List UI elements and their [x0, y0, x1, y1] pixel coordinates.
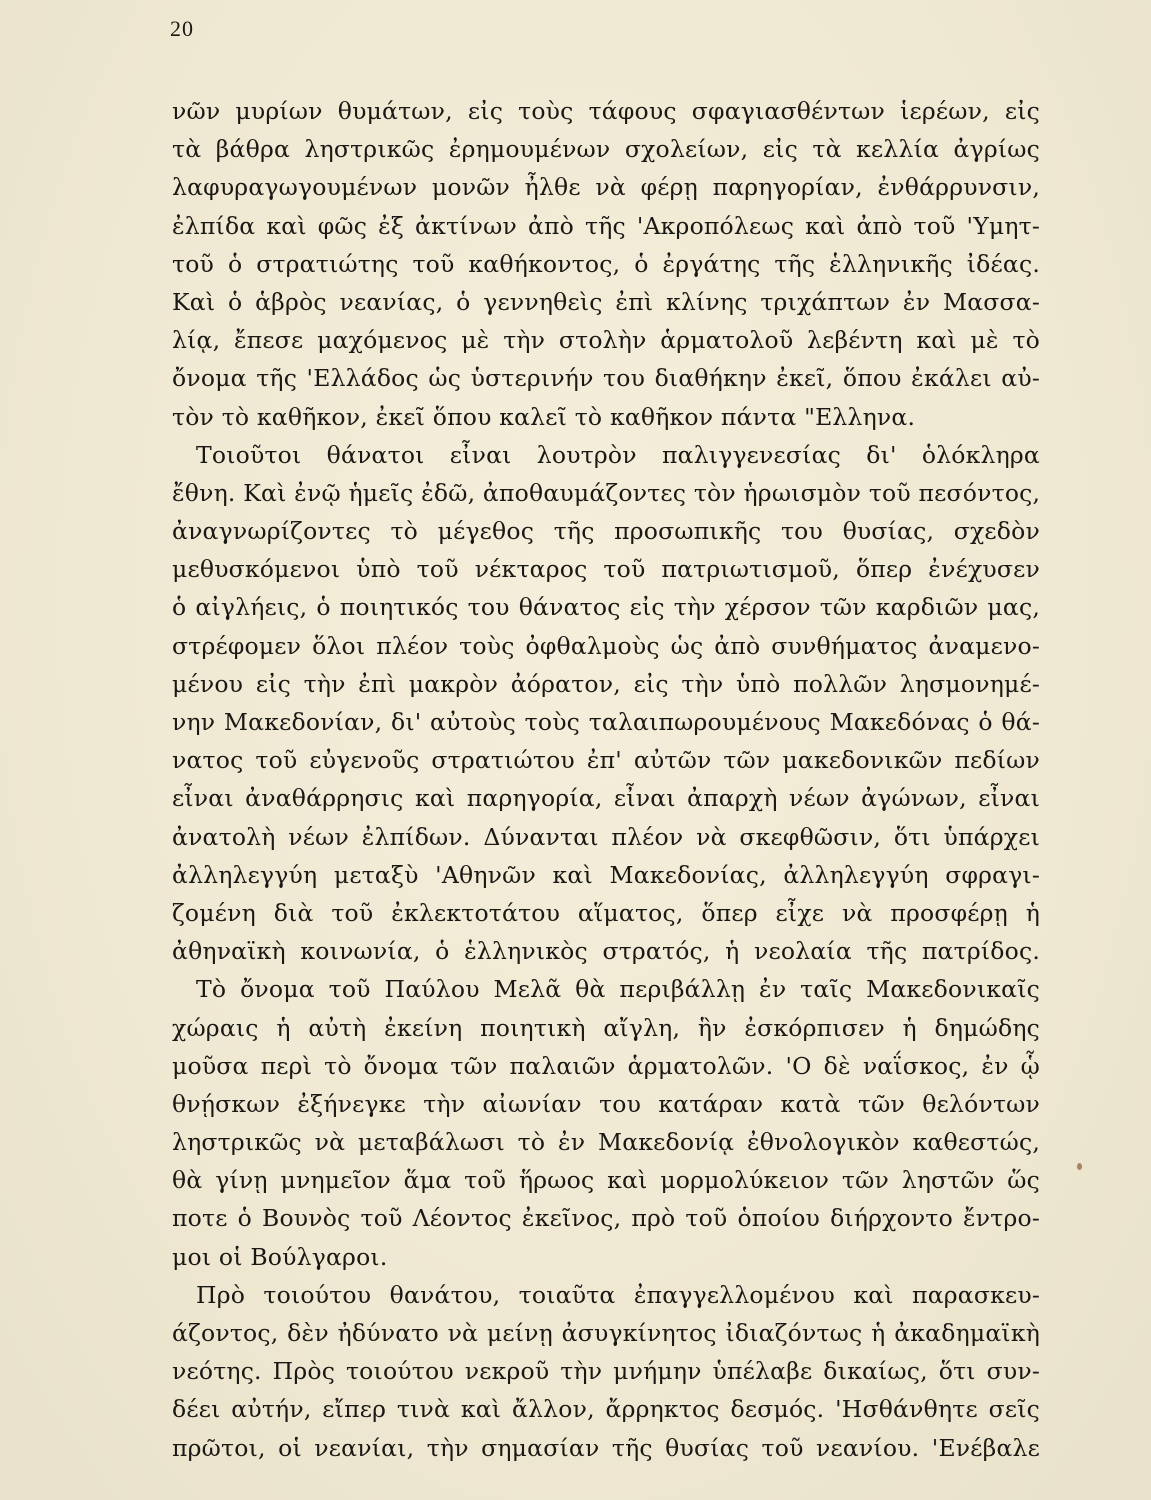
paragraph-start-line: Πρὸ τοιούτου θανάτου, τοιαῦτα ἐπαγγελλομένου καὶ παρασκευ- [196, 1280, 1040, 1309]
text-line: νατος τοῦ εὐγενοῦς στρατιώτου ἐπ' αὐτῶν τῶν μακεδονικῶν πεδίων [172, 746, 1040, 775]
text-line: μεθυσκόμενοι ὑπὸ τοῦ νέκταρος τοῦ πατριωτισμοῦ, ὅπερ ἐνέχυσεν [172, 555, 1040, 584]
text-line: νην Μακεδονίαν, δι' αὐτοὺς τοὺς ταλαιπωρουμένους Μακεδόνας ὁ θά- [172, 708, 1040, 736]
text-line: λίᾳ, ἔπεσε μαχόμενος μὲ τὴν στολὴν ἁρματολοῦ λεβέντη καὶ μὲ τὸ [172, 326, 1040, 355]
text-line: μένου εἰς τὴν ἐπὶ μακρὸν ἀόρατον, εἰς τὴν ὑπὸ πολλῶν λησμονημέ- [172, 669, 1040, 698]
text-line: ἀνατολὴ νέων ἐλπίδων. Δύνανται πλέον νὰ σκεφθῶσιν, ὅτι ὑπάρχει [172, 822, 1040, 851]
paragraph-start-line: Τὸ ὄνομα τοῦ Παύλου Μελᾶ θὰ περιβάλλῃ ἐν ταῖς Μακεδονικαῖς [196, 975, 1040, 1004]
text-line: ἔθνη. Καὶ ἐνῷ ἡμεῖς ἐδῶ, ἀποθαυμάζοντες τὸν ἡρωισμὸν τοῦ πεσόντος, [172, 478, 1041, 507]
text-line: ἐλπίδα καὶ φῶς ἐξ ἀκτίνων ἀπὸ τῆς 'Ακροπόλεως καὶ ἀπὸ τοῦ 'Υμητ- [172, 211, 1040, 240]
text-line: δέει αὐτήν, εἴπερ τινὰ καὶ ἄλλον, ἄρρηκτος δεσμός. 'Ησθάνθητε σεῖς [172, 1395, 1040, 1424]
text-line: ζομένη διὰ τοῦ ἐκλεκτοτάτου αἵματος, ὅπερ εἶχε νὰ προσφέρῃ ἡ [172, 898, 1040, 927]
text-line: θὰ γίνῃ μνημεῖον ἅμα τοῦ ἥρωος καὶ μορμολύκειον τῶν ληστῶν ὥς [172, 1166, 1040, 1195]
text-line: ληστρικῶς νὰ μεταβάλωσι τὸ ἐν Μακεδονίᾳ ἐθνολογικὸν καθεστώς, [172, 1128, 1040, 1157]
text-line: ἀθηναϊκὴ κοινωνία, ὁ ἑλληνικὸς στρατός, ἡ νεολαία τῆς πατρίδος. [172, 937, 1040, 966]
text-line: ἀλληλεγγύη μεταξὺ 'Αθηνῶν καὶ Μακεδονίας, ἀλληλεγγύη σφραγι- [172, 860, 1040, 889]
text-line: Καὶ ὁ ἁβρὸς νεανίας, ὁ γεννηθεὶς ἐπὶ κλίνης τριχάπτων ἐν Μασσα- [172, 287, 1040, 316]
text-line: εἶναι ἀναθάρρησις καὶ παρηγορία, εἶναι ἀπαρχὴ νέων ἀγώνων, εἶναι [172, 784, 1040, 813]
paper-speck [1077, 1163, 1082, 1170]
text-line: λαφυραγωγουμένων μονῶν ἦλθε νὰ φέρῃ παρηγορίαν, ἐνθάρρυνσιν, [172, 173, 1040, 202]
text-line: νεότης. Πρὸς τοιούτου νεκροῦ τὴν μνήμην ὑπέλαβε δικαίως, ὅτι συν- [172, 1357, 1040, 1386]
text-line: ποτε ὁ Βουνὸς τοῦ Λέοντος ἐκεῖνος, πρὸ τοῦ ὁποίου διήρχοντο ἔντρο- [172, 1204, 1040, 1233]
text-line: χώραις ἡ αὐτὴ ἐκείνη ποιητικὴ αἴγλη, ἣν ἐσκόρπισεν ἡ δημώδης [172, 1013, 1040, 1042]
text-line: στρέφομεν ὅλοι πλέον τοὺς ὀφθαλμοὺς ὡς ἀπὸ συνθήματος ἀναμενο- [172, 631, 1040, 660]
text-line: ἀναγνωρίζοντες τὸ μέγεθος τῆς προσωπικῆς του θυσίας, σχεδὸν [172, 517, 1040, 546]
text-line: τὸν τὸ καθῆκον, ἐκεῖ ὅπου καλεῖ τὸ καθῆκον πάντα "Ελληνα. [172, 402, 916, 431]
text-line: μοι οἱ Βούλγαροι. [172, 1242, 388, 1271]
text-line: τοῦ ὁ στρατιώτης τοῦ καθήκοντος, ὁ ἐργάτης τῆς ἑλληνικῆς ἰδέας. [172, 249, 1040, 278]
text-line: ὁ αἰγλήεις, ὁ ποιητικός του θάνατος εἰς τὴν χέρσον τῶν καρδιῶν μας, [172, 593, 1040, 622]
text-line: πρῶτοι, οἱ νεανίαι, τὴν σημασίαν τῆς θυσίας τοῦ νεανίου. 'Ενέβαλε [172, 1433, 1040, 1462]
text-line: άζοντος, δὲν ἠδύνατο νὰ μείνῃ ἀσυγκίνητος ἰδιαζόντως ἡ ἀκαδημαϊκὴ [172, 1319, 1040, 1347]
text-line: μοῦσα περὶ τὸ ὄνομα τῶν παλαιῶν ἁρματολῶν. 'Ο δὲ ναΐσκος, ἐν ᾧ [172, 1051, 1040, 1080]
text-line: ὄνομα τῆς 'Ελλάδος ὡς ὑστερινήν του διαθήκην ἐκεῖ, ὅπου ἐκάλει αὐ- [172, 364, 1040, 393]
paragraph-start-line: Τοιοῦτοι θάνατοι εἶναι λουτρὸν παλιγγενεσίας δι' ὁλόκληρα [196, 440, 1040, 469]
text-line: τὰ βάθρα ληστρικῶς ἐρημουμένων σχολείων, εἰς τὰ κελλία ἀγρίως [172, 135, 1040, 164]
text-line: νῶν μυρίων θυμάτων, εἰς τοὺς τάφους σφαγιασθέντων ἱερέων, εἰς [172, 97, 1040, 125]
page-number: 20 [170, 16, 194, 41]
text-line: θνῄσκων ἐξήνεγκε τὴν αἰωνίαν του κατάραν κατὰ τῶν θελόντων [172, 1089, 1040, 1118]
body-text [172, 92, 1040, 1467]
